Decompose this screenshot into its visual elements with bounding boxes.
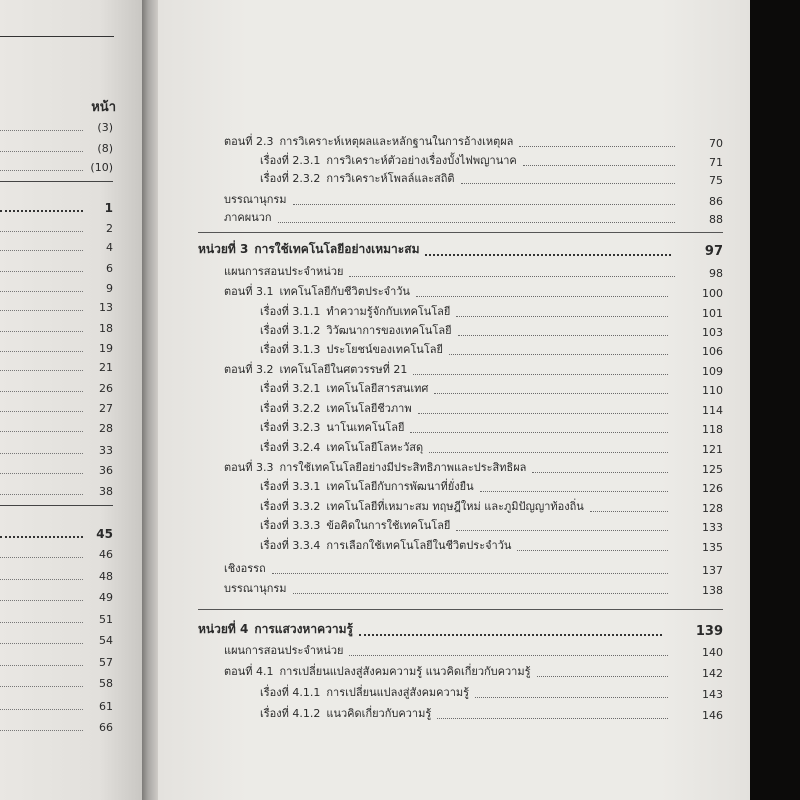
- toc-entry-title: ภาคผนวก: [224, 211, 272, 224]
- toc-page-number: 142: [702, 667, 723, 680]
- toc-entry-label: [224, 282, 410, 300]
- toc-entry-prefix: ตอนที่ 3.1: [224, 285, 274, 298]
- toc-page-number: 75: [709, 174, 723, 187]
- toc-entry-title: เทคโนโลยีโลหะวัสดุ: [326, 441, 424, 454]
- dot-leader: [0, 709, 83, 710]
- dot-leader: [461, 183, 675, 184]
- toc-page-number: 118: [702, 423, 723, 436]
- toc-entry-label: [224, 262, 343, 280]
- dot-leader: [278, 222, 675, 223]
- left-toc-page-number: (10): [90, 161, 113, 174]
- toc-page-number: 98: [709, 267, 723, 280]
- toc-topic-row: [260, 441, 723, 457]
- toc-entry-label: [260, 497, 584, 515]
- left-toc-row: [0, 720, 113, 734]
- toc-entry-label: [260, 438, 423, 456]
- toc-row: [224, 265, 723, 281]
- left-toc-row: [0, 676, 113, 690]
- toc-page-number: 86: [709, 195, 723, 208]
- toc-row: [224, 211, 723, 227]
- toc-entry-title: วิวัฒนาการของเทคโนโลยี: [326, 324, 452, 337]
- toc-topic-row: [260, 707, 723, 723]
- toc-page-number: 88: [709, 213, 723, 226]
- toc-entry-title: แผนการสอนประจำหน่วย: [224, 265, 344, 278]
- left-toc-row: [0, 120, 113, 134]
- toc-unit-row: [198, 244, 723, 260]
- toc-topic-row: [260, 480, 723, 496]
- toc-entry-label: [260, 379, 428, 397]
- left-toc-page-number: 9: [106, 282, 113, 295]
- left-toc-page-number: 36: [99, 464, 113, 477]
- dot-leader: [0, 291, 83, 292]
- left-toc-row: [0, 401, 113, 415]
- unit-divider: [198, 609, 723, 610]
- dot-leader: [416, 296, 668, 297]
- dot-leader: [429, 452, 668, 453]
- dot-leader: [0, 494, 83, 495]
- toc-entry-prefix: เรื่องที่ 3.2.3: [260, 421, 321, 434]
- toc-entry-prefix: ตอนที่ 4.1: [224, 665, 274, 678]
- toc-page-number: 121: [702, 443, 723, 456]
- toc-row: [224, 193, 723, 209]
- left-toc-page-number: 46: [99, 548, 113, 561]
- left-toc-row: [0, 463, 113, 477]
- toc-entry-label: [260, 340, 443, 358]
- toc-entry-prefix: หน่วยที่ 3: [198, 242, 249, 256]
- toc-topic-row: [260, 324, 723, 340]
- dot-leader: [293, 204, 675, 205]
- dot-leader: [425, 254, 670, 256]
- toc-topic-row: [260, 686, 723, 702]
- toc-page-number: 71: [709, 156, 723, 169]
- toc-entry-title: การเลือกใช้เทคโนโลยีในชีวิตประจำวัน: [326, 539, 512, 552]
- dot-leader: [349, 655, 668, 656]
- left-toc-page-number: (8): [97, 142, 113, 155]
- dot-leader: [0, 151, 83, 152]
- dot-leader: [0, 686, 83, 687]
- dot-leader: [413, 374, 668, 375]
- left-toc-page-number: 1: [104, 201, 113, 215]
- toc-row: [224, 644, 723, 660]
- left-toc-page-number: 58: [99, 677, 113, 690]
- left-toc-row: [0, 321, 113, 335]
- left-toc-row: [0, 381, 113, 395]
- toc-entry-label: [260, 477, 474, 495]
- toc-entry-label: [260, 704, 431, 722]
- toc-entry-prefix: ตอนที่ 3.3: [224, 461, 274, 474]
- left-toc-row: [0, 421, 113, 435]
- left-toc-row: [0, 633, 113, 647]
- toc-row: [224, 562, 723, 578]
- left-toc-page-number: 38: [99, 485, 113, 498]
- toc-entry-label: [224, 662, 531, 680]
- dot-leader: [0, 310, 83, 311]
- left-toc-row: [0, 527, 113, 541]
- dot-leader: [0, 473, 83, 474]
- toc-entry-title: ประโยชน์ของเทคโนโลยี: [326, 343, 443, 356]
- toc-entry-prefix: เรื่องที่ 2.3.1: [260, 154, 321, 167]
- toc-entry-label: [260, 302, 450, 320]
- left-toc-row: [0, 569, 113, 583]
- left-section-divider: [0, 181, 113, 182]
- left-page-header: หน้า: [91, 100, 116, 115]
- toc-page-number: 70: [709, 137, 723, 150]
- dot-leader: [0, 250, 83, 251]
- dot-leader: [0, 331, 83, 332]
- toc-unit-row: [198, 624, 723, 640]
- toc-entry-prefix: เรื่องที่ 4.1.2: [260, 707, 321, 720]
- left-toc-row: [0, 360, 113, 374]
- toc-entry-label: [224, 360, 407, 378]
- toc-topic-row: [260, 500, 723, 516]
- left-toc-row: [0, 281, 113, 295]
- toc-page-number: 110: [702, 384, 723, 397]
- left-toc-page-number: 13: [99, 301, 113, 314]
- toc-entry-prefix: เรื่องที่ 3.1.1: [260, 305, 321, 318]
- toc-topic-row: [260, 539, 723, 555]
- left-toc-page-number: 4: [106, 241, 113, 254]
- left-toc-row: [0, 141, 113, 155]
- toc-entry-label: [198, 620, 353, 639]
- toc-entry-prefix: ตอนที่ 3.2: [224, 363, 274, 376]
- toc-page-number: 146: [702, 709, 723, 722]
- dot-leader: [272, 573, 668, 574]
- toc-page-number: 139: [695, 624, 723, 639]
- toc-page-number: 101: [702, 307, 723, 320]
- left-toc-row: [0, 201, 113, 215]
- left-toc-row: [0, 547, 113, 561]
- toc-page-number: 133: [702, 521, 723, 534]
- toc-page-number: 128: [702, 502, 723, 515]
- dot-leader: [0, 579, 83, 580]
- toc-page-number: 103: [702, 326, 723, 339]
- toc-entry-title: เทคโนโลยีชีวภาพ: [326, 402, 412, 415]
- toc-entry-label: [260, 536, 511, 554]
- toc-entry-title: การแสวงหาความรู้: [254, 622, 353, 636]
- dot-leader: [0, 665, 83, 666]
- toc-row: [224, 582, 723, 598]
- toc-entry-label: [260, 321, 452, 339]
- toc-entry-label: [260, 151, 517, 169]
- toc-page-number: 140: [702, 646, 723, 659]
- toc-entry-title: เชิงอรรถ: [224, 562, 266, 575]
- left-toc-page-number: 51: [99, 613, 113, 626]
- toc-page-number: 114: [702, 404, 723, 417]
- toc-page-number: 135: [702, 541, 723, 554]
- dot-leader: [0, 453, 83, 454]
- left-toc-page-number: 33: [99, 444, 113, 457]
- left-section-divider: [0, 505, 113, 506]
- dot-leader: [458, 335, 668, 336]
- toc-entry-title: ทำความรู้จักกับเทคโนโลยี: [326, 305, 451, 318]
- toc-page-number: 97: [704, 244, 723, 259]
- toc-entry-label: [260, 516, 450, 534]
- toc-entry-title: ข้อคิดในการใช้เทคโนโลยี: [326, 519, 451, 532]
- dot-leader: [0, 170, 83, 171]
- toc-entry-label: [224, 132, 513, 150]
- toc-part-row: [224, 665, 723, 681]
- toc-entry-title: บรรณานุกรม: [224, 582, 287, 595]
- toc-entry-title: การใช้เทคโนโลยีอย่างเหมาะสม: [254, 242, 420, 256]
- toc-entry-title: การใช้เทคโนโลยีอย่างมีประสิทธิภาพและประสิทธิผล: [279, 461, 527, 474]
- left-toc-page-number: 28: [99, 422, 113, 435]
- toc-topic-row: [260, 519, 723, 535]
- dot-leader: [449, 354, 668, 355]
- dot-leader: [0, 370, 83, 371]
- left-toc-row: [0, 612, 113, 626]
- toc-part-row: [224, 363, 723, 379]
- dot-leader: [0, 351, 83, 352]
- toc-entry-prefix: เรื่องที่ 3.2.4: [260, 441, 321, 454]
- dot-leader: [410, 432, 668, 433]
- toc-entry-prefix: เรื่องที่ 2.3.2: [260, 172, 321, 185]
- left-toc-page-number: 54: [99, 634, 113, 647]
- dot-leader: [0, 231, 83, 232]
- dot-leader: [349, 276, 675, 277]
- toc-topic-row: [260, 343, 723, 359]
- toc-entry-title: การเปลี่ยนแปลงสู่สังคมความรู้: [326, 686, 470, 699]
- toc-part-row: [224, 461, 723, 477]
- toc-page-number: 137: [702, 564, 723, 577]
- toc-entry-prefix: ตอนที่ 2.3: [224, 135, 274, 148]
- left-toc-page-number: 18: [99, 322, 113, 335]
- toc-entry-label: [224, 190, 287, 208]
- toc-entry-title: การวิเคราะห์ตัวอย่างเรื่องบั้งไฟพญานาค: [326, 154, 517, 167]
- toc-topic-row: [260, 305, 723, 321]
- dot-leader: [0, 730, 83, 731]
- dot-leader: [293, 593, 668, 594]
- toc-entry-title: เทคโนโลยีที่เหมาะสม ทฤษฎีใหม่ และภูมิปัญญาท้องถิ่น: [326, 500, 584, 513]
- toc-part-row: [224, 285, 723, 301]
- toc-entry-title: บรรณานุกรม: [224, 193, 287, 206]
- toc-entry-title: เทคโนโลยีกับการพัฒนาที่ยั่งยืน: [326, 480, 474, 493]
- left-toc-page-number: 6: [106, 262, 113, 275]
- left-toc-page-number: 48: [99, 570, 113, 583]
- left-toc-row: [0, 443, 113, 457]
- toc-page-number: 100: [702, 287, 723, 300]
- dot-leader: [523, 165, 675, 166]
- toc-entry-title: เทคโนโลยีสารสนเทศ: [326, 382, 429, 395]
- toc-entry-title: เทคโนโลยีในศตวรรษที่ 21: [279, 363, 408, 376]
- left-toc-page-number: 27: [99, 402, 113, 415]
- toc-entry-prefix: เรื่องที่ 3.3.4: [260, 539, 321, 552]
- left-toc-row: [0, 484, 113, 498]
- book-gutter: [142, 0, 158, 800]
- toc-entry-label: [260, 169, 455, 187]
- toc-entry-label: [224, 208, 272, 226]
- toc-topic-row: [260, 172, 723, 188]
- left-toc-row: [0, 300, 113, 314]
- dot-leader: [0, 643, 83, 644]
- toc-topic-row: [260, 382, 723, 398]
- dot-leader: [475, 697, 668, 698]
- toc-entry-prefix: เรื่องที่ 3.2.2: [260, 402, 321, 415]
- dot-leader: [532, 472, 668, 473]
- toc-entry-title: การวิเคราะห์เหตุผลและหลักฐานในการอ้างเหตุผล: [279, 135, 514, 148]
- toc-entry-label: [224, 579, 287, 597]
- dot-leader: [0, 130, 83, 131]
- toc-entry-prefix: เรื่องที่ 3.1.2: [260, 324, 321, 337]
- dot-leader: [359, 634, 662, 636]
- toc-entry-prefix: เรื่องที่ 3.3.3: [260, 519, 321, 532]
- dot-leader: [590, 511, 668, 512]
- dot-leader: [0, 391, 83, 392]
- toc-page-number: 138: [702, 584, 723, 597]
- left-toc-page-number: 57: [99, 656, 113, 669]
- dot-leader: [480, 491, 668, 492]
- dot-leader: [0, 210, 83, 212]
- dot-leader: [434, 393, 668, 394]
- dot-leader: [0, 600, 83, 601]
- toc-topic-row: [260, 154, 723, 170]
- left-toc-page-number: 49: [99, 591, 113, 604]
- toc-page-number: 125: [702, 463, 723, 476]
- dot-leader: [0, 431, 83, 432]
- toc-entry-label: [224, 458, 526, 476]
- toc-entry-label: [224, 559, 266, 577]
- left-toc-row: [0, 655, 113, 669]
- dot-leader: [418, 413, 668, 414]
- left-toc-row: [0, 341, 113, 355]
- left-toc-page-number: 2: [106, 222, 113, 235]
- dot-leader: [0, 271, 83, 272]
- toc-entry-prefix: เรื่องที่ 3.1.3: [260, 343, 321, 356]
- toc-page-number: 126: [702, 482, 723, 495]
- left-toc-row: [0, 221, 113, 235]
- toc-page-number: 143: [702, 688, 723, 701]
- dot-leader: [456, 316, 668, 317]
- toc-topic-row: [260, 421, 723, 437]
- left-toc-page-number: 21: [99, 361, 113, 374]
- toc-entry-prefix: เรื่องที่ 4.1.1: [260, 686, 321, 699]
- toc-entry-title: เทคโนโลยีกับชีวิตประจำวัน: [279, 285, 410, 298]
- left-toc-row: [0, 160, 113, 174]
- unit-divider: [198, 232, 723, 233]
- left-toc-page-number: 61: [99, 700, 113, 713]
- toc-page-number: 106: [702, 345, 723, 358]
- dot-leader: [0, 411, 83, 412]
- dot-leader: [456, 530, 668, 531]
- toc-entry-label: [260, 399, 412, 417]
- dot-leader: [519, 146, 675, 147]
- dot-leader: [0, 622, 83, 623]
- toc-entry-label: [224, 641, 343, 659]
- left-toc-row: [0, 590, 113, 604]
- toc-part-row: [224, 135, 723, 151]
- left-toc-page-number: 26: [99, 382, 113, 395]
- left-page-rule: [0, 36, 114, 37]
- left-toc-row: [0, 261, 113, 275]
- toc-entry-prefix: หน่วยที่ 4: [198, 622, 249, 636]
- left-toc-page-number: 45: [96, 527, 113, 541]
- dot-leader: [537, 676, 668, 677]
- toc-entry-title: การวิเคราะห์โพลล์และสถิติ: [326, 172, 455, 185]
- toc-entry-title: นาโนเทคโนโลยี: [326, 421, 405, 434]
- right-page: [158, 0, 750, 800]
- toc-entry-title: แผนการสอนประจำหน่วย: [224, 644, 344, 657]
- dot-leader: [0, 557, 83, 558]
- toc-entry-label: [260, 418, 404, 436]
- toc-entry-label: [260, 683, 469, 701]
- toc-topic-row: [260, 402, 723, 418]
- toc-entry-title: การเปลี่ยนแปลงสู่สังคมความรู้ แนวคิดเกี่ยวกับความรู้: [279, 665, 531, 678]
- dot-leader: [437, 718, 668, 719]
- dot-leader: [0, 536, 83, 538]
- toc-entry-label: [198, 240, 419, 259]
- left-toc-page-number: 66: [99, 721, 113, 734]
- toc-entry-prefix: เรื่องที่ 3.2.1: [260, 382, 321, 395]
- left-toc-row: [0, 240, 113, 254]
- dot-leader: [517, 550, 668, 551]
- toc-page-number: 109: [702, 365, 723, 378]
- left-toc-row: [0, 699, 113, 713]
- left-page: [0, 0, 142, 800]
- left-toc-page-number: 19: [99, 342, 113, 355]
- left-toc-page-number: (3): [97, 121, 113, 134]
- toc-entry-prefix: เรื่องที่ 3.3.2: [260, 500, 321, 513]
- toc-entry-title: แนวคิดเกี่ยวกับความรู้: [326, 707, 432, 720]
- toc-entry-prefix: เรื่องที่ 3.3.1: [260, 480, 321, 493]
